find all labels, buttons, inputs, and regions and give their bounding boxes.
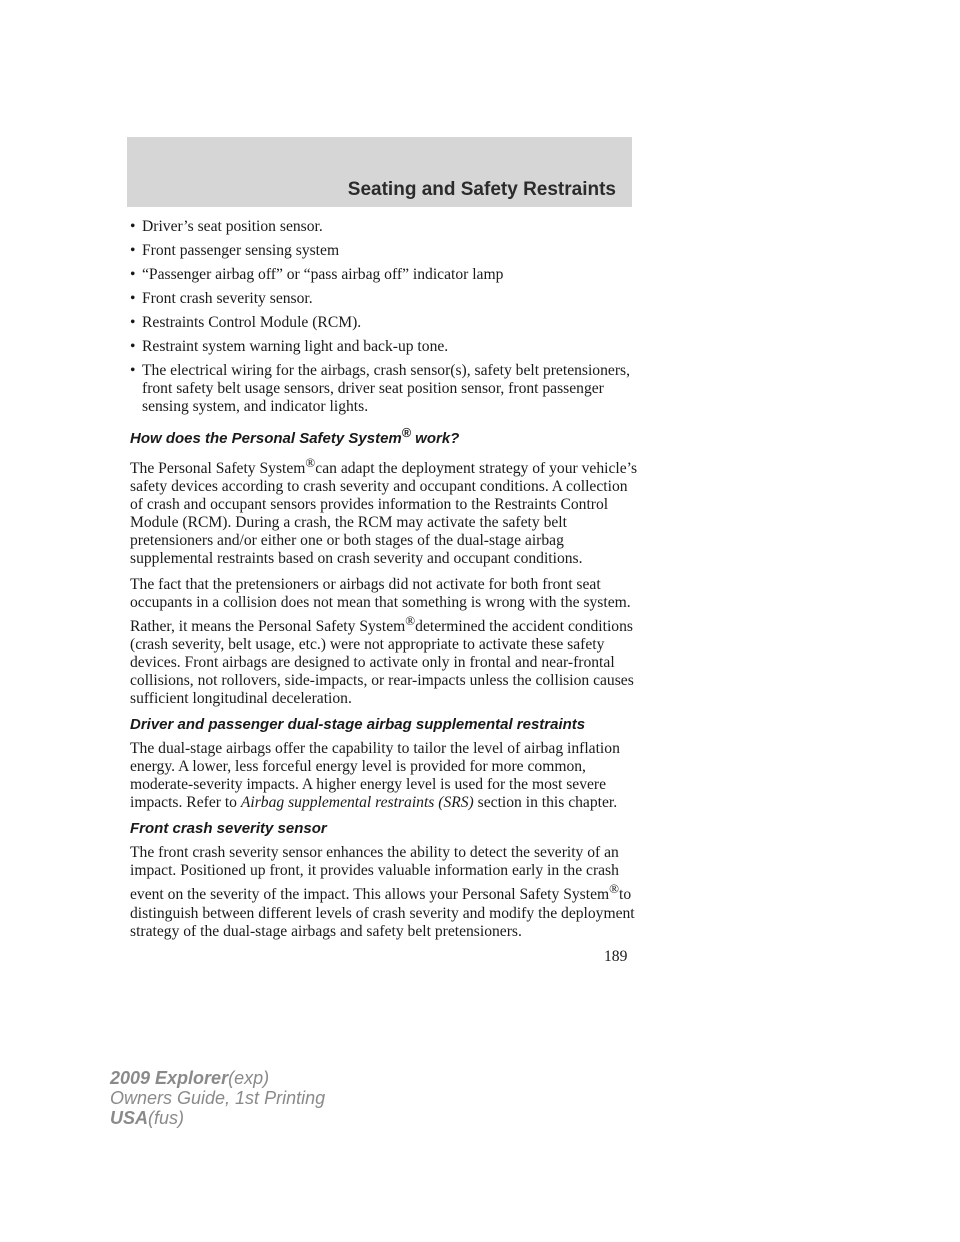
print-footer [110, 1068, 325, 1128]
chapter-header-band [127, 137, 632, 207]
paragraph: The fact that the pretensioners or airbags did not activate for both front seat occupants in a collision does not mean that something is wrong with the system. Rather, it means the Personal Safety System®determined the accident conditions (crash severity, belt usage, etc.) were not appropriate to activate these safety devices. Front airbags are designed to activate only in frontal and near-frontal collisions, not rollovers, side-impacts, or rear-impacts unless the collision causes sufficient longitudinal deceleration. [130, 576, 634, 708]
bullet-icon: • [130, 290, 136, 307]
bullet-icon: • [130, 242, 136, 259]
footer-line: USA(fus) [110, 1108, 185, 1128]
list-item: • Restraints Control Module (RCM). [130, 314, 362, 331]
cross-reference: Airbag supplemental restraints (SRS) [240, 794, 474, 812]
bullet-icon: • [130, 314, 136, 331]
list-item: • “Passenger airbag off” or “pass airbag off” indicator lamp [130, 266, 504, 283]
list-item: • The electrical wiring for the airbags, crash sensor(s), safety belt pretensioners, front safety belt usage sensors, driver seat position sensor, front passenger sensing system, and indicator lights. [130, 362, 630, 415]
list-item: • Front passenger sensing system [130, 242, 340, 259]
paragraph: The front crash severity sensor enhances the ability to detect the severity of an impact. Positioned up front, it provides valuable information early in the crash event on the severity of the impact. This allows your Personal Safety System®to distinguish between different levels of crash severity and modify the deployment strategy of the dual-stage airbags and safety belt pretensioners. [130, 844, 635, 940]
page-number: 189 [604, 948, 628, 965]
registered-mark: ® [401, 426, 411, 440]
footer-line: 2009 Explorer(exp) [110, 1068, 270, 1088]
registered-mark: ® [305, 455, 316, 470]
bullet-icon: • [130, 218, 136, 235]
list-item: • Driver’s seat position sensor. [130, 218, 323, 235]
page-content [130, 218, 640, 949]
component-list [130, 218, 640, 416]
section-heading-pss: How does the Personal Safety System® work? [130, 426, 460, 447]
section-heading-dual-stage: Driver and passenger dual-stage airbag supplemental restraints [130, 716, 586, 734]
bullet-icon: • [130, 362, 136, 379]
bullet-icon: • [130, 338, 136, 355]
section-heading-crash-sensor: Front crash severity sensor [130, 820, 327, 838]
chapter-title: Seating and Safety Restraints [347, 179, 616, 200]
bullet-icon: • [130, 266, 136, 283]
registered-mark: ® [405, 613, 416, 629]
list-item: • Front crash severity sensor. [130, 290, 313, 307]
paragraph: The dual-stage airbags offer the capability to tailor the level of airbag inflation energy. A lower, less forceful energy level is provided for more common, moderate-severity impacts. A higher energy level is used for the most severe impacts. Refer to Airbag supplemental restraints (SRS) section in this chapter. [130, 740, 620, 812]
registered-mark: ® [609, 881, 620, 897]
list-item: • Restraint system warning light and back-up tone. [130, 338, 449, 355]
footer-line: Owners Guide, 1st Printing [110, 1088, 326, 1108]
paragraph: The Personal Safety System®can adapt the deployment strategy of your vehicle’s safety devices according to crash severity and occupant conditions. A collection of crash and occupant sensors provides information to the Restraints Control Module (RCM). During a crash, the RCM may activate the safety belt pretensioners and/or either one or both stages of the dual-stage airbag supplemental restraints based on crash severity and occupant conditions. [130, 455, 638, 568]
